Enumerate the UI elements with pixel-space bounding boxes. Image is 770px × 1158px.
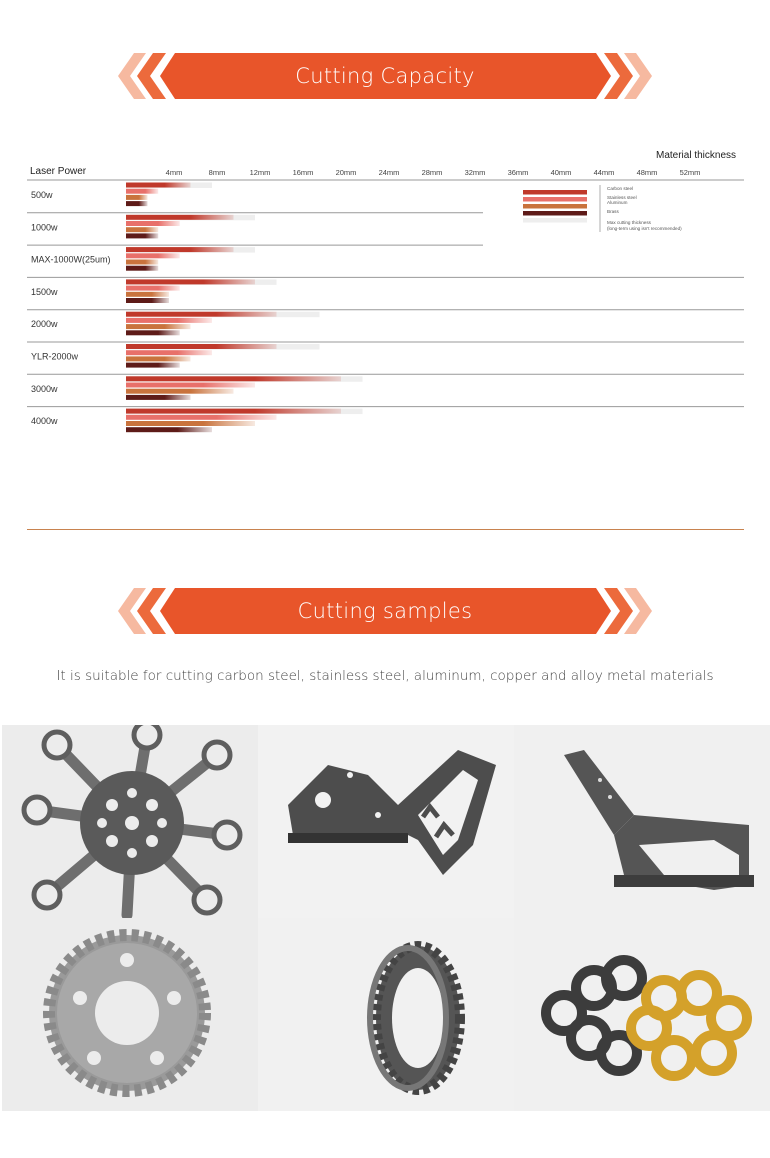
row-label: YLR-2000w	[31, 351, 79, 362]
bar-stainless-steel	[126, 253, 180, 258]
bar-stainless-steel	[126, 350, 212, 355]
heart-rings-image	[514, 918, 770, 1111]
bar-aluminum	[126, 356, 191, 361]
row-label: MAX-1000W(25um)	[31, 254, 111, 265]
sprocket-angled-image	[258, 918, 514, 1111]
scissors-part-image	[514, 725, 770, 918]
legend-swatch	[523, 190, 587, 195]
bar-aluminum	[126, 324, 191, 329]
sample-scissors-part	[514, 725, 770, 918]
section-divider	[27, 529, 744, 530]
legend-label: Brass	[607, 209, 619, 214]
bar-carbon-steel	[126, 409, 341, 414]
x-tick-label: 12mm	[249, 168, 271, 177]
bar-aluminum	[126, 292, 169, 297]
bar-aluminum	[126, 195, 148, 200]
cutting-capacity-chart	[0, 140, 770, 450]
x-tick-label: 48mm	[636, 168, 658, 177]
bar-stainless-steel	[126, 318, 212, 323]
bar-brass	[126, 395, 191, 400]
legend-label: (long-term using isn't recommended)	[607, 226, 682, 231]
legend-swatch	[523, 211, 587, 216]
bar-carbon-steel	[126, 279, 255, 284]
row-label: 500w	[31, 190, 53, 200]
row-label: 3000w	[31, 383, 58, 394]
chart-xlabel: Material thickness	[656, 150, 737, 161]
bar-carbon-steel	[126, 215, 234, 220]
bar-brass	[126, 427, 212, 432]
row-label: 2000w	[31, 319, 58, 330]
sample-sprocket-angled	[258, 918, 514, 1111]
sample-heart-rings	[514, 918, 770, 1111]
section-title: Cutting Capacity	[295, 64, 475, 88]
x-tick-label: 28mm	[421, 168, 443, 177]
x-tick-label: 32mm	[464, 168, 486, 177]
x-tick-label: 20mm	[335, 168, 357, 177]
legend-label: Max cutting thickness	[607, 220, 651, 225]
x-tick-label: 24mm	[378, 168, 400, 177]
bar-brass	[126, 298, 169, 303]
bar-aluminum	[126, 421, 255, 426]
sample-bracket-part	[258, 725, 514, 918]
legend-label: Stainless steel	[607, 195, 637, 200]
bar-brass	[126, 201, 148, 206]
legend-label: Aluminum	[607, 200, 628, 205]
row-label: 1000w	[31, 222, 58, 233]
samples-grid	[0, 725, 770, 1111]
bar-aluminum	[126, 227, 158, 232]
bar-stainless-steel	[126, 189, 158, 194]
bar-stainless-steel	[126, 286, 180, 291]
bar-carbon-steel	[126, 247, 234, 252]
legend-swatch	[523, 197, 587, 202]
radial-spoke-part-image	[2, 725, 258, 918]
legend-swatch	[523, 218, 587, 223]
bar-stainless-steel	[126, 415, 277, 420]
sample-radial-spoke-part	[2, 725, 258, 918]
sample-sprocket-flat	[2, 918, 258, 1111]
legend-swatch	[523, 204, 587, 209]
bar-carbon-steel	[126, 376, 341, 381]
bracket-part-image	[258, 725, 514, 918]
sprocket-flat-image	[2, 918, 258, 1111]
chart-legend	[523, 185, 682, 232]
bar-aluminum	[126, 260, 158, 265]
row-label: 4000w	[31, 416, 58, 427]
x-tick-label: 8mm	[208, 168, 226, 177]
x-tick-label: 4mm	[165, 168, 183, 177]
section-subtitle: It is suitable for cutting carbon steel, stainless steel, aluminum, copper and alloy metal materials	[56, 668, 714, 684]
x-tick-label: 36mm	[507, 168, 529, 177]
bar-stainless-steel	[126, 221, 180, 226]
section-banner-cutting-samples	[0, 583, 770, 639]
x-tick-label: 40mm	[550, 168, 572, 177]
bar-carbon-steel	[126, 312, 277, 317]
bar-aluminum	[126, 389, 234, 394]
bar-brass	[126, 330, 180, 335]
bar-brass	[126, 233, 158, 238]
section-banner-cutting-capacity	[0, 48, 770, 104]
bar-brass	[126, 266, 158, 271]
bar-carbon-steel	[126, 344, 277, 349]
bar-brass	[126, 363, 180, 368]
bar-stainless-steel	[126, 383, 255, 388]
section-title: Cutting samples	[297, 599, 473, 623]
chart-row-header: Laser Power	[30, 166, 87, 177]
row-label: 1500w	[31, 286, 58, 297]
x-tick-label: 52mm	[679, 168, 701, 177]
x-tick-label: 44mm	[593, 168, 615, 177]
x-ticks	[166, 168, 701, 177]
legend-label: Carbon steel	[607, 186, 634, 191]
bar-carbon-steel	[126, 183, 191, 188]
x-tick-label: 16mm	[292, 168, 314, 177]
